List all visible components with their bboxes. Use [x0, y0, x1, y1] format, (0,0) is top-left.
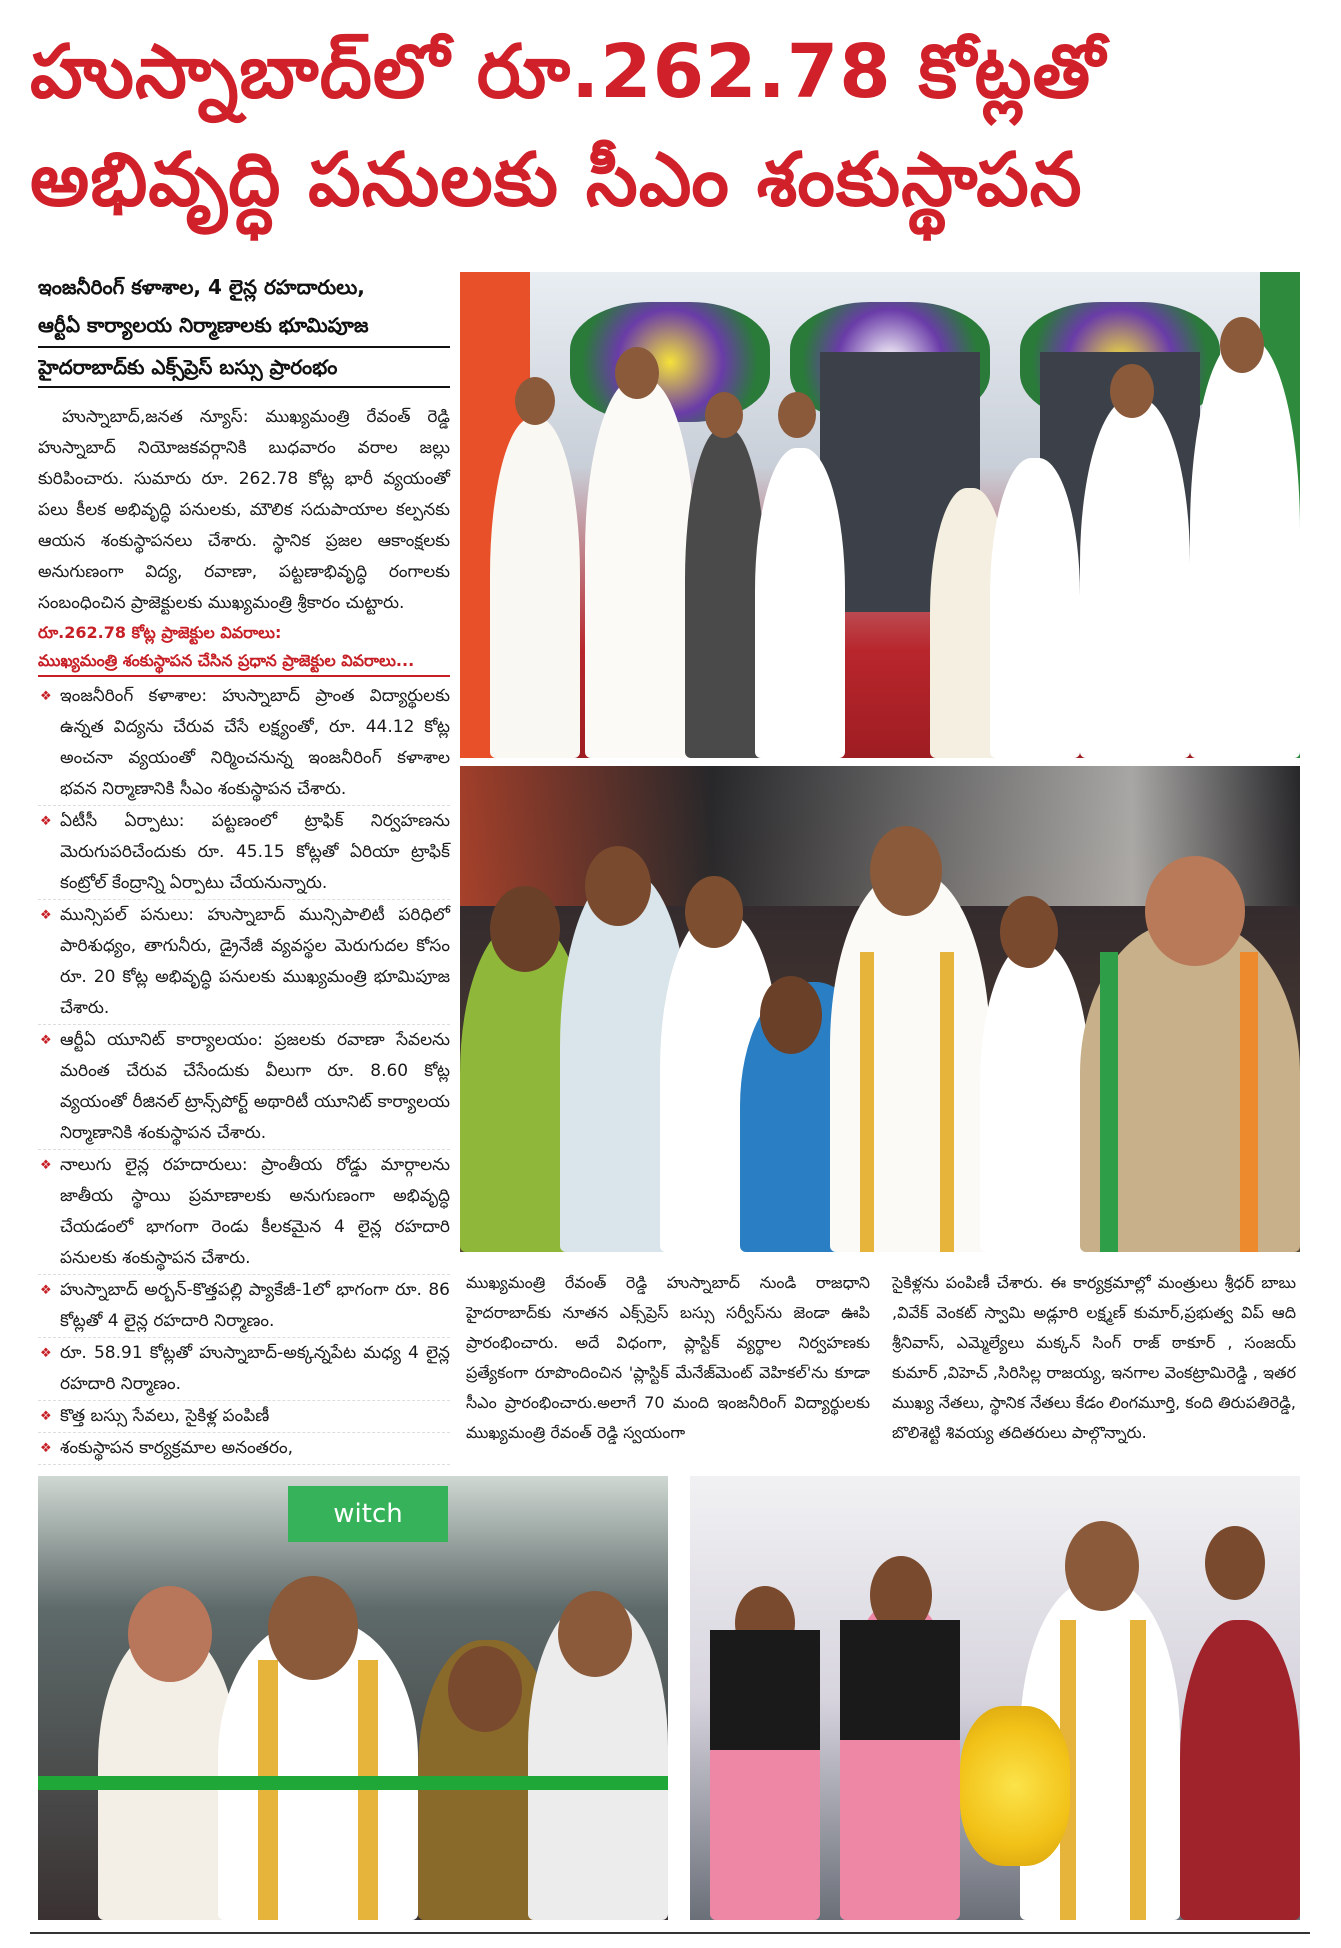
list-item: ❖ శంకుస్థాపన కార్యక్రమాల అనంతరం, — [38, 1433, 450, 1465]
photo-ribbon-cutting — [38, 1476, 668, 1920]
subhead-1: ఇంజనీరింగ్ కళాశాల, 4 లైన్ల రహదారులు, — [38, 275, 365, 299]
list-item: ❖ ఇంజనీరింగ్ కళాశాల: హుస్నాబాద్ ప్రాంత విద్యార్థులకు ఉన్నత విద్యను చేరువ చేసే లక్ష్యంతో, రూ. 44.12 కోట్ల అంచనా వ్యయంతో నిర్మించనున్న ఇంజనీరింగ్ కళాశాల భవన నిర్మాణానికి సీఎం శంకుస్థాపన చేశారు. — [38, 681, 450, 806]
photo-cm-with-crowd — [460, 766, 1300, 1252]
headline-line-2: అభివృద్ధి పనులకు సీఎం శంకుస్థాపన — [30, 137, 1083, 223]
headline — [30, 18, 1310, 234]
caption-continuation-1: ముఖ్యమంత్రి రేవంత్ రెడ్డి హుస్నాబాద్ నుండి రాజధాని హైదరాబాద్‌కు నూతన ఎక్స్‌ప్రెస్ బస్సు సర్వీస్‌ను జెండా ఊపి ప్రారంభించారు. అదే విధంగా, ప్లాస్టిక్ వ్యర్థాల నిర్వహణకు ప్రత్యేకంగా రూపొందించిన 'ప్లాస్టిక్ మేనేజ్‌మెంట్ వెహికల్'ను కూడా సీఎం ప్రారంభించారు.అలాగే 70 మంది ఇంజనీరింగ్ విద్యార్థులకు ముఖ్యమంత్రి రేవంత్ రెడ్డి స్వయంగా — [466, 1273, 870, 1442]
list-item: ❖ హుస్నాబాద్ అర్బన్-కొత్తపల్లి ప్యాకేజీ-1లో భాగంగా రూ. 86 కోట్లతో 4 లైన్ల రహదారి నిర్మాణం. — [38, 1275, 450, 1338]
headline-line-1: హుస్నాబాద్‌లో రూ.262.78 కోట్లతో — [30, 29, 1106, 115]
article-left-column — [38, 268, 450, 1465]
photo-foundation-plaque — [460, 272, 1300, 758]
list-item: ❖ రూ. 58.91 కోట్లతో హుస్నాబాద్-అక్కన్నపేట మధ్య 4 లైన్ల రహదారి నిర్మాణం. — [38, 1338, 450, 1401]
photo-signage: witch — [288, 1486, 448, 1542]
photo-cycle-distribution — [690, 1476, 1300, 1920]
subhead-2: ఆర్టీఏ కార్యాలయ నిర్మాణాలకు భూమిపూజ — [38, 313, 369, 337]
section-title-1: రూ.262.78 కోట్ల ప్రాజెక్టుల వివరాలు: — [38, 623, 282, 642]
list-item: ❖ మున్సిపల్ పనులు: హుస్నాబాద్ మున్సిపాలిటీ పరిధిలో పారిశుధ్యం, తాగునీరు, డ్రైనేజీ వ్యవస్థల మెరుగుదల కోసం రూ. 20 కోట్ల అభివృద్ధి పనులకు ముఖ్యమంత్రి భూమిపూజ చేశారు. — [38, 900, 450, 1025]
list-item: ❖ నాలుగు లైన్ల రహదారులు: ప్రాంతీయ రోడ్డు మార్గాలను జాతీయ స్థాయి ప్రమాణాలకు అనుగుణంగా అభివృద్ధి చేయడంలో భాగంగా రెండు కీలకమైన 4 లైన్ల రహదారి పనులకు శంకుస్థాపన చేశారు. — [38, 1150, 450, 1275]
subhead-3: హైదరాబాద్‌కు ఎక్స్‌ప్రెస్ బస్సు ప్రారంభం — [38, 346, 450, 388]
project-list — [38, 681, 450, 1465]
list-item: ❖ ఆర్టీఏ యూనిట్ కార్యాలయం: ప్రజలకు రవాణా సేవలను మరింత చేరువ చేసేందుకు వీలుగా రూ. 8.60 కోట్ల వ్యయంతో రీజినల్ ట్రాన్స్‌పోర్ట్ అథారిటీ యూనిట్ కార్యాలయ నిర్మాణానికి శంకుస్థాపన చేశారు. — [38, 1025, 450, 1150]
list-item: ❖ కొత్త బస్సు సేవలు, సైకిళ్ల పంపిణీ — [38, 1401, 450, 1433]
list-item: ❖ ఏటీసీ ఏర్పాటు: పట్టణంలో ట్రాఫిక్ నిర్వహణను మెరుగుపరిచేందుకు రూ. 45.15 కోట్లతో ఏరియా ట్రాఫిక్ కంట్రోల్ కేంద్రాన్ని ఏర్పాటు చేయనున్నారు. — [38, 806, 450, 900]
section-title-2: ముఖ్యమంత్రి శంకుస్థాపన చేసిన ప్రధాన ప్రాజెక్టుల వివరాలు... — [38, 647, 450, 677]
caption-continuation-2: సైకిళ్లను పంపిణీ చేశారు. ఈ కార్యక్రమాల్లో మంత్రులు శ్రీధర్ బాబు ,వివేక్ వెంకట్ స్వామి అడ్లూరి లక్ష్మణ్ కుమార్,ప్రభుత్వ విప్ ఆది శ్రీనివాస్, ఎమ్మెల్యేలు మక్కన్ సింగ్ రాజ్ ఠాకూర్ , సంజయ్ కుమార్ ,విహెచ్ ,సిరిసిల్ల రాజయ్య, ఇనగాల వెంకట్రామిరెడ్డి , ఇతర ముఖ్య నేతలు, స్థానిక నేతలు కేడం లింగమూర్తి, కంది తిరుపతిరెడ్డి, బొలిశెట్టి శివయ్య తదితరులు పాల్గొన్నారు. — [892, 1273, 1296, 1442]
intro-paragraph: హుస్నాబాద్,జనత న్యూస్: ముఖ్యమంత్రి రేవంత్ రెడ్డి హుస్నాబాద్ నియోజకవర్గానికి బుధవారం వరాల జల్లు కురిపించారు. సుమారు రూ. 262.78 కోట్ల భారీ వ్యయంతో పలు కీలక అభివృద్ధి పనులకు, మౌలిక సదుపాయాల కల్పనకు ఆయన శంకుస్థాపనలు చేశారు. స్థానిక ప్రజల ఆకాంక్షలకు అనుగుణంగా విద్య, రవాణా, పట్టణాభివృద్ధి రంగాలకు సంబంధించిన ప్రాజెక్టులకు ముఖ్యమంత్రి శ్రీకారం చుట్టారు. — [38, 407, 450, 613]
bottom-divider — [30, 1932, 1310, 1934]
